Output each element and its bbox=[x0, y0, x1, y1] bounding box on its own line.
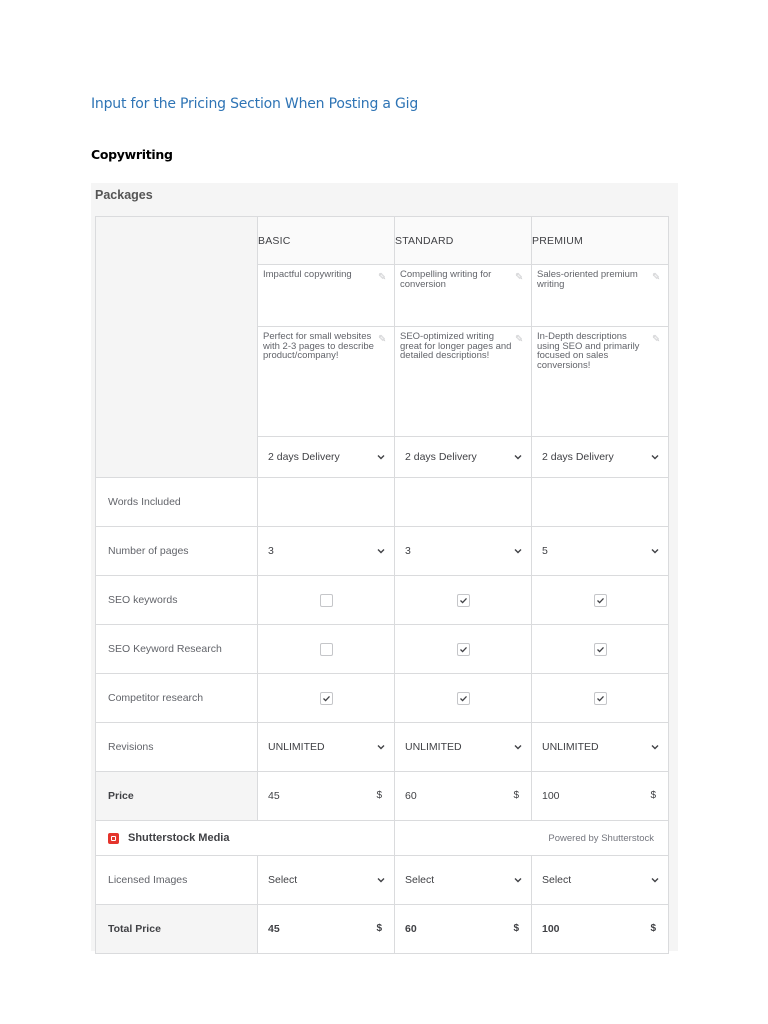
licensed-images-label: Licensed Images bbox=[96, 856, 258, 905]
currency-symbol: $ bbox=[513, 923, 519, 934]
document-subheading: Copywriting bbox=[91, 147, 173, 162]
competitor-standard-checkbox[interactable] bbox=[457, 692, 470, 705]
description-basic-field[interactable] bbox=[258, 327, 395, 437]
price-premium-value: 100 bbox=[542, 790, 560, 802]
currency-symbol: $ bbox=[650, 923, 656, 934]
pages-basic-value: 3 bbox=[268, 545, 274, 557]
package-header-row bbox=[96, 217, 669, 265]
pages-basic-select[interactable] bbox=[258, 527, 395, 576]
total-basic bbox=[258, 905, 395, 954]
checkmark-icon bbox=[459, 645, 468, 654]
chevron-down-icon bbox=[513, 452, 523, 462]
pencil-icon: ✎ bbox=[515, 334, 524, 345]
shutterstock-row bbox=[96, 821, 669, 856]
words-included-basic[interactable] bbox=[258, 478, 395, 527]
title-standard-field[interactable] bbox=[395, 265, 532, 327]
delivery-premium-value: 2 days Delivery bbox=[542, 451, 614, 463]
licensed-standard-select[interactable] bbox=[395, 856, 532, 905]
header-empty-cell bbox=[96, 217, 258, 478]
currency-symbol: $ bbox=[376, 923, 382, 934]
chevron-down-icon bbox=[513, 546, 523, 556]
checkmark-icon bbox=[322, 694, 331, 703]
licensed-premium-select[interactable] bbox=[532, 856, 669, 905]
words-included-label: Words Included bbox=[96, 478, 258, 527]
licensed-premium-value: Select bbox=[542, 874, 572, 886]
licensed-standard-value: Select bbox=[405, 874, 435, 886]
seo-keywords-label: SEO keywords bbox=[96, 576, 258, 625]
pencil-icon: ✎ bbox=[378, 272, 387, 283]
licensed-basic-select[interactable] bbox=[258, 856, 395, 905]
number-of-pages-label: Number of pages bbox=[96, 527, 258, 576]
currency-symbol: $ bbox=[513, 790, 519, 801]
pages-standard-value: 3 bbox=[405, 545, 411, 557]
seo-keyword-research-row bbox=[96, 625, 669, 674]
price-basic-input[interactable] bbox=[258, 772, 395, 821]
description-standard-text: SEO-optimized writing great for longer pages and detailed descriptions! bbox=[400, 331, 512, 361]
seo-research-basic-checkbox[interactable] bbox=[320, 643, 333, 656]
document-heading: Input for the Pricing Section When Posting a Gig bbox=[91, 96, 419, 112]
total-basic-value: 45 bbox=[268, 923, 280, 935]
title-basic-text: Impactful copywriting bbox=[263, 269, 352, 280]
description-premium-field[interactable] bbox=[532, 327, 669, 437]
title-basic-field[interactable] bbox=[258, 265, 395, 327]
chevron-down-icon bbox=[376, 742, 386, 752]
delivery-standard-value: 2 days Delivery bbox=[405, 451, 477, 463]
title-premium-field[interactable] bbox=[532, 265, 669, 327]
licensed-basic-value: Select bbox=[268, 874, 298, 886]
pencil-icon: ✎ bbox=[652, 334, 661, 345]
seo-keywords-standard-checkbox[interactable] bbox=[457, 594, 470, 607]
chevron-down-icon bbox=[650, 546, 660, 556]
seo-keywords-row bbox=[96, 576, 669, 625]
revisions-row bbox=[96, 723, 669, 772]
seo-keywords-basic-checkbox[interactable] bbox=[320, 594, 333, 607]
revisions-standard-value: UNLIMITED bbox=[405, 741, 462, 753]
competitor-research-row bbox=[96, 674, 669, 723]
words-included-row bbox=[96, 478, 669, 527]
price-premium-input[interactable] bbox=[532, 772, 669, 821]
pencil-icon: ✎ bbox=[378, 334, 387, 345]
shutterstock-logo-icon bbox=[108, 833, 119, 844]
panel-title: Packages bbox=[95, 188, 153, 202]
title-premium-text: Sales-oriented premium writing bbox=[537, 269, 638, 290]
chevron-down-icon bbox=[513, 875, 523, 885]
chevron-down-icon bbox=[376, 875, 386, 885]
chevron-down-icon bbox=[650, 875, 660, 885]
competitor-research-label: Competitor research bbox=[96, 674, 258, 723]
pencil-icon: ✎ bbox=[515, 272, 524, 283]
shutterstock-title: Shutterstock Media bbox=[128, 832, 230, 844]
currency-symbol: $ bbox=[650, 790, 656, 801]
total-premium-value: 100 bbox=[542, 923, 560, 935]
total-price-row bbox=[96, 905, 669, 954]
checkmark-icon bbox=[596, 596, 605, 605]
seo-keywords-premium-checkbox[interactable] bbox=[594, 594, 607, 607]
pages-premium-select[interactable] bbox=[532, 527, 669, 576]
seo-research-premium-checkbox[interactable] bbox=[594, 643, 607, 656]
revisions-basic-select[interactable] bbox=[258, 723, 395, 772]
shutterstock-title-cell bbox=[96, 821, 395, 856]
price-label: Price bbox=[96, 772, 258, 821]
revisions-premium-value: UNLIMITED bbox=[542, 741, 599, 753]
pages-premium-value: 5 bbox=[542, 545, 548, 557]
price-standard-value: 60 bbox=[405, 790, 417, 802]
revisions-premium-select[interactable] bbox=[532, 723, 669, 772]
words-included-premium[interactable] bbox=[532, 478, 669, 527]
price-row bbox=[96, 772, 669, 821]
chevron-down-icon bbox=[376, 546, 386, 556]
licensed-images-row bbox=[96, 856, 669, 905]
revisions-label: Revisions bbox=[96, 723, 258, 772]
pencil-icon: ✎ bbox=[652, 272, 661, 283]
words-included-standard[interactable] bbox=[395, 478, 532, 527]
delivery-premium-select[interactable] bbox=[532, 437, 669, 478]
title-standard-text: Compelling writing for conversion bbox=[400, 269, 492, 290]
packages-panel bbox=[91, 183, 678, 951]
price-basic-value: 45 bbox=[268, 790, 280, 802]
competitor-basic-checkbox[interactable] bbox=[320, 692, 333, 705]
delivery-basic-select[interactable] bbox=[258, 437, 395, 478]
total-price-label: Total Price bbox=[96, 905, 258, 954]
header-premium: PREMIUM bbox=[532, 217, 669, 265]
chevron-down-icon bbox=[650, 742, 660, 752]
header-basic: BASIC bbox=[258, 217, 395, 265]
checkmark-icon bbox=[459, 694, 468, 703]
description-premium-text: In-Depth descriptions using SEO and primarily focused on sales conversions! bbox=[537, 331, 640, 371]
currency-symbol: $ bbox=[376, 790, 382, 801]
competitor-premium-checkbox[interactable] bbox=[594, 692, 607, 705]
chevron-down-icon bbox=[650, 452, 660, 462]
checkmark-icon bbox=[596, 694, 605, 703]
checkmark-icon bbox=[596, 645, 605, 654]
revisions-standard-select[interactable] bbox=[395, 723, 532, 772]
total-standard-value: 60 bbox=[405, 923, 417, 935]
description-basic-text: Perfect for small websites with 2-3 pages to describe product/company! bbox=[263, 331, 374, 361]
total-premium bbox=[532, 905, 669, 954]
price-standard-input[interactable] bbox=[395, 772, 532, 821]
chevron-down-icon bbox=[513, 742, 523, 752]
packages-table bbox=[95, 216, 669, 954]
description-standard-field[interactable] bbox=[395, 327, 532, 437]
delivery-standard-select[interactable] bbox=[395, 437, 532, 478]
chevron-down-icon bbox=[376, 452, 386, 462]
number-of-pages-row bbox=[96, 527, 669, 576]
pages-standard-select[interactable] bbox=[395, 527, 532, 576]
powered-by-shutterstock: Powered by Shutterstock bbox=[395, 821, 669, 856]
seo-research-standard-checkbox[interactable] bbox=[457, 643, 470, 656]
revisions-basic-value: UNLIMITED bbox=[268, 741, 325, 753]
checkmark-icon bbox=[459, 596, 468, 605]
seo-keyword-research-label: SEO Keyword Research bbox=[96, 625, 258, 674]
header-standard: STANDARD bbox=[395, 217, 532, 265]
total-standard bbox=[395, 905, 532, 954]
delivery-basic-value: 2 days Delivery bbox=[268, 451, 340, 463]
